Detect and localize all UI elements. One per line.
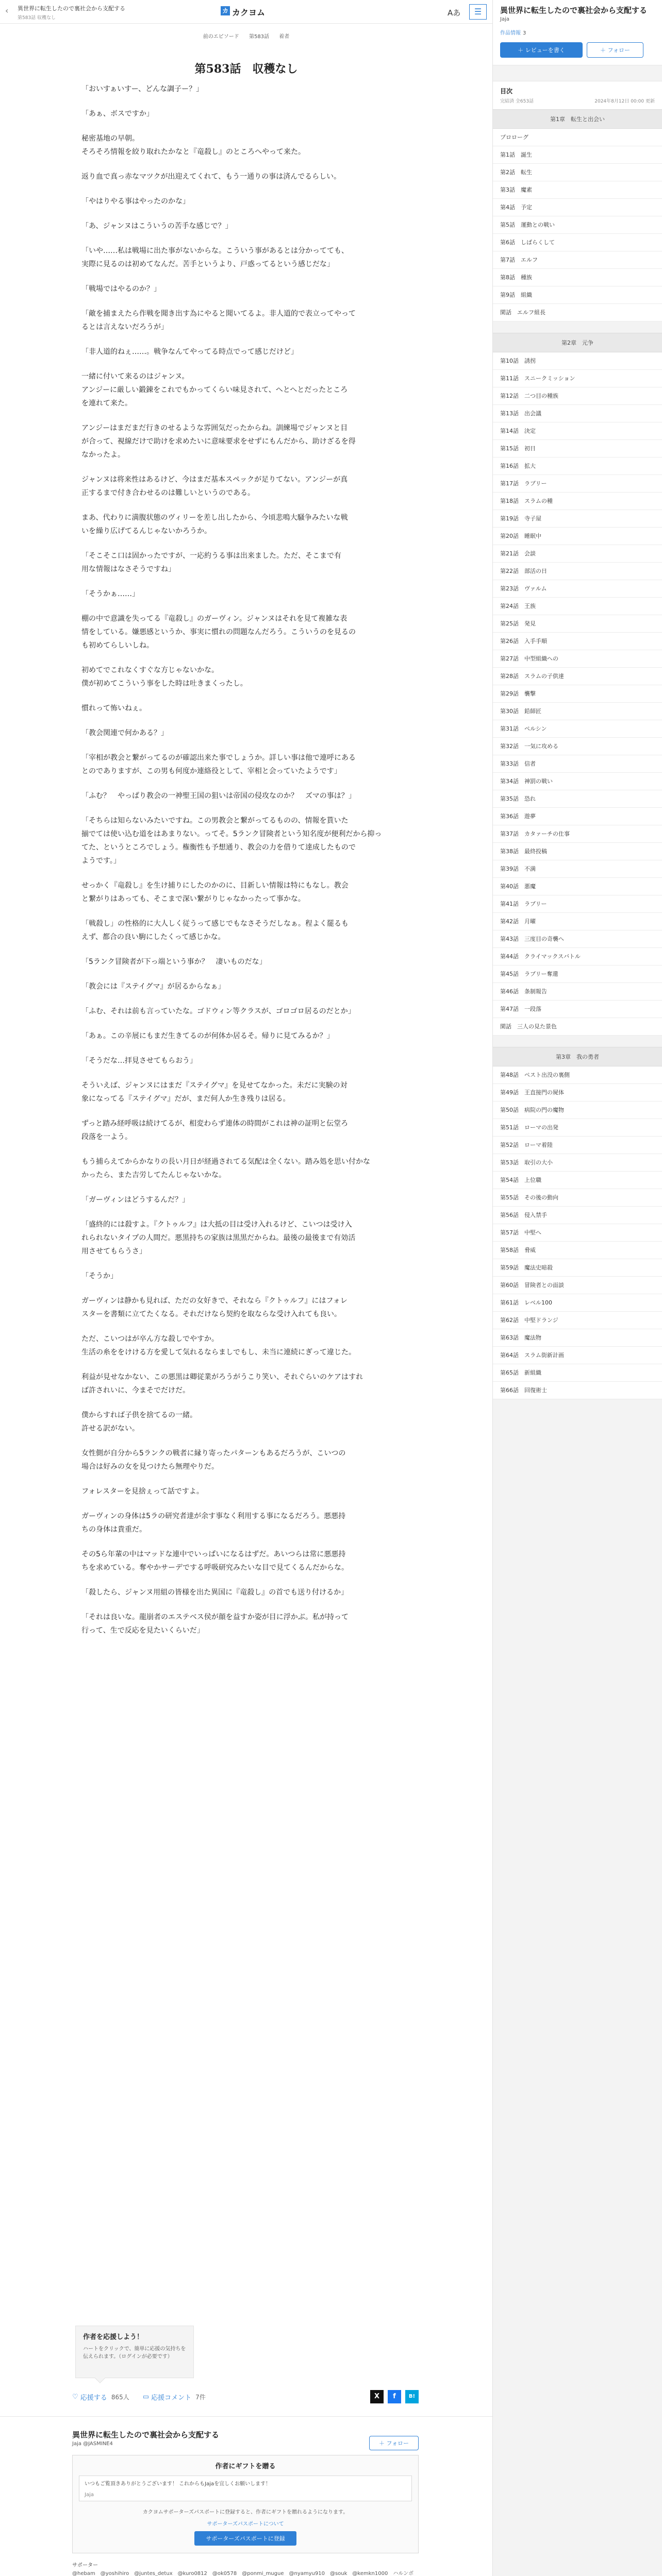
body-line bbox=[81, 271, 422, 282]
body-line bbox=[81, 740, 422, 751]
body-line bbox=[81, 1067, 422, 1079]
logo-text: カクヨム bbox=[232, 8, 266, 18]
toc-episode-link[interactable]: 第43話 三度目の奇襲へ bbox=[493, 930, 662, 948]
cheer-button[interactable] bbox=[72, 2392, 129, 2402]
gift-heading: 作者にギフトを贈る bbox=[215, 2463, 276, 2470]
toc-episode-link[interactable]: 第27話 中型組織への bbox=[493, 650, 662, 668]
body-line bbox=[81, 1536, 422, 1548]
body-line bbox=[81, 969, 422, 980]
toc-list bbox=[493, 109, 662, 1399]
body-line: 僕が初めてこういう事をした時は吐きまくったし。 bbox=[81, 680, 247, 688]
toc-episode-link[interactable]: プロローグ bbox=[493, 129, 662, 146]
toc-episode-link[interactable]: 第41話 ラブリー bbox=[493, 895, 662, 913]
body-line bbox=[81, 1207, 422, 1218]
toc-episode-link[interactable]: 第60話 冒険者との面談 bbox=[493, 1277, 662, 1294]
toc-episode-link[interactable]: 第21話 会談 bbox=[493, 545, 662, 563]
body-line: 一緒に付いて来るのはジャンヌ。 bbox=[81, 372, 189, 381]
body-line bbox=[81, 1321, 422, 1332]
episode-main bbox=[0, 24, 492, 76]
menu-toggle-icon[interactable]: ☰ bbox=[469, 4, 487, 20]
body-line bbox=[81, 500, 422, 511]
body-line: 揃でては使い込む道をはあまりない。ってそ。5ランク冒険者という知名度が便利だから抑っ bbox=[81, 830, 382, 838]
toc-status: 完結済 全653話 bbox=[500, 99, 534, 104]
body-line bbox=[81, 121, 422, 132]
current-episode-label: 第583話 bbox=[249, 34, 270, 40]
toc-episode-link[interactable]: 第3話 魔素 bbox=[493, 181, 662, 199]
body-line bbox=[81, 208, 422, 219]
body-line: 許せる訳がない。 bbox=[81, 1425, 139, 1433]
toc-episode-link[interactable]: 第10話 誘拐 bbox=[493, 352, 662, 370]
toc-updated: 2024年8月12日 00:00 更新 bbox=[594, 99, 655, 104]
toc-episode-link[interactable]: 第8話 種族 bbox=[493, 269, 662, 286]
body-line bbox=[81, 1359, 422, 1370]
comment-button[interactable] bbox=[143, 2392, 206, 2402]
gift-message-author: Jaja bbox=[85, 2492, 94, 2498]
body-line: ガーヴィンの身体は5ラの研究者達が余す事なく利用する事になるだろう。悪悪持 bbox=[81, 1512, 346, 1520]
toc-episode-link[interactable]: 第63話 魔法物 bbox=[493, 1329, 662, 1347]
sidebar-author[interactable]: Jaja bbox=[500, 16, 509, 22]
body-line bbox=[81, 1283, 422, 1294]
body-line bbox=[81, 1599, 422, 1611]
body-line: 用させてもらうさ」 bbox=[81, 1247, 146, 1256]
toc-episode-link[interactable]: 第30話 鉛師匠 bbox=[493, 703, 662, 720]
body-line bbox=[81, 359, 422, 370]
body-line bbox=[81, 1182, 422, 1193]
body-line bbox=[81, 652, 422, 664]
body-line: 秘密基地の早朝。 bbox=[81, 134, 139, 143]
body-line bbox=[81, 1498, 422, 1510]
body-line: 「教会には『ステイグマ』が居るからなぁ」 bbox=[81, 982, 225, 991]
toc-episode-link[interactable]: 第66話 回復術士 bbox=[493, 1382, 662, 1399]
body-line: 僕からすれば子供を捨てるの一緒。 bbox=[81, 1411, 197, 1419]
sidebar-work-info[interactable] bbox=[500, 28, 655, 36]
body-line bbox=[81, 601, 422, 612]
cheer-text: ハートをクリックで、簡単に応援の気持ちを伝えられます。（ログインが必要です） bbox=[83, 2346, 186, 2360]
body-line: ただ、こいつはが卒ん方な殺しでやすか。 bbox=[81, 1335, 219, 1343]
episode-body bbox=[81, 82, 422, 1637]
body-line bbox=[81, 803, 422, 814]
facebook-share-icon[interactable]: f bbox=[388, 2390, 401, 2403]
comment-label: 応援コメント bbox=[151, 2394, 192, 2402]
body-line: を連れて来た。 bbox=[81, 399, 132, 408]
toc-spacer bbox=[493, 1036, 662, 1047]
gift-info-link[interactable]: サポーターズパスポートについて bbox=[207, 2521, 284, 2527]
body-line: えず、都合の良い駒にしたくって感じかな。 bbox=[81, 933, 225, 941]
body-line: も初めてらしいしね。 bbox=[81, 641, 154, 650]
write-review-label: レビューを書く bbox=[525, 47, 565, 54]
body-line: ジャンヌは将来性はあるけど、今はまだ基本スペックが足りてない。アンジーが真 bbox=[81, 476, 348, 484]
toc-episode-link[interactable]: 第46話 条制報告 bbox=[493, 983, 662, 1001]
body-line: るとは言えないだろうが」 bbox=[81, 323, 168, 331]
body-line: 用な情報はなさそうですね」 bbox=[81, 565, 175, 573]
body-line: 慣れって怖いねぇ。 bbox=[81, 704, 146, 713]
body-line: ガーヴィンは静かも見れば、ただの女好きで、それなら『クトゥルフ』にはフォレ bbox=[81, 1297, 347, 1305]
toc-episode-link[interactable]: 第52話 ローマ着陸 bbox=[493, 1137, 662, 1154]
body-line: 場合は好みの女を見つけたら無理やりだ。 bbox=[81, 1463, 219, 1471]
sidebar-header bbox=[493, 0, 662, 65]
body-line: てた、というところでしょう。権衡性も予想通り、教会の力を借りて達成したもので bbox=[81, 843, 356, 852]
hatena-share-icon[interactable]: B! bbox=[405, 2390, 419, 2403]
body-line bbox=[81, 576, 422, 587]
body-line: なかったよ。 bbox=[81, 451, 125, 459]
toc-episode-link[interactable]: 第13話 出会議 bbox=[493, 405, 662, 422]
body-line: 「殺したら、ジャンヌ用組の皆様を出た異国に『竜殺し』の首でも送り付けるか」 bbox=[81, 1588, 349, 1597]
body-line: いを繰り広げてるんじゃないかろうか。 bbox=[81, 527, 211, 535]
body-line bbox=[81, 96, 422, 107]
toc-episode-link[interactable]: 閑話 三人の見た景色 bbox=[493, 1018, 662, 1036]
cheer-prompt bbox=[75, 2326, 194, 2378]
work-follow-button[interactable]: ＋ フォロー bbox=[369, 2436, 419, 2450]
toc-episode-link[interactable]: 第61話 レベル100 bbox=[493, 1294, 662, 1312]
body-line: アンジーはまだまだ行きのせるような雰囲気だったからね。訓練場でジャンヌと目 bbox=[81, 424, 348, 432]
body-line bbox=[81, 993, 422, 1005]
toc-label: 目次 bbox=[500, 88, 513, 95]
episode-nav bbox=[0, 32, 492, 40]
work-author[interactable]: Jaja @JASMINE4 bbox=[72, 2441, 113, 2447]
toc-meta bbox=[500, 97, 655, 104]
toc-episode-link[interactable]: 第28話 スラムの子供達 bbox=[493, 668, 662, 685]
body-line: 「やはりやる事はやったのかな」 bbox=[81, 197, 190, 206]
toc-episode-link[interactable]: 第24話 王族 bbox=[493, 598, 662, 615]
toc-episode-link[interactable]: 第35話 恐れ bbox=[493, 790, 662, 808]
body-line: まあ、代わりに満腹状態のヴィリーを差し出したから、今頃悲鳴大騒争みたいな戦 bbox=[81, 514, 348, 522]
body-line: せっかく『竜殺し』を生け捕りにしたのかのに、目新しい情報は特にもなし。教会 bbox=[81, 882, 349, 890]
toc-episode-link[interactable]: 第6話 しばらくして bbox=[493, 234, 662, 251]
comment-icon: ▭ bbox=[142, 2393, 152, 2401]
toc-episode-link[interactable]: 第11話 スニークミッション bbox=[493, 370, 662, 387]
toc-sidebar bbox=[492, 0, 662, 2576]
toc-episode-link[interactable]: 第2話 転生 bbox=[493, 164, 662, 181]
toc-episode-link[interactable]: 第4話 予定 bbox=[493, 199, 662, 216]
toc-episode-link[interactable]: 第17話 ラブリー bbox=[493, 475, 662, 493]
body-line: 「敵を捕まえたら作戦を聞き出す為にやると聞いてるよ。非人道的で表立ってやって bbox=[81, 310, 356, 318]
toc-episode-link[interactable]: 第5話 運動との戦い bbox=[493, 216, 662, 234]
divider bbox=[0, 2416, 492, 2417]
body-line bbox=[81, 410, 422, 421]
toc-episode-link[interactable]: 第65話 新組織 bbox=[493, 1364, 662, 1382]
gift-panel bbox=[72, 2455, 419, 2553]
body-line bbox=[81, 868, 422, 879]
gift-message-box bbox=[79, 2476, 412, 2501]
body-line bbox=[81, 538, 422, 549]
body-line: 「それは良いな。龍崩者のエステベス侯が顔を益すか姿が目に浮かぶ。私が持って bbox=[81, 1613, 349, 1621]
body-line bbox=[81, 233, 422, 244]
toc-episode-link[interactable]: 第48話 ペスト出没の裏側 bbox=[493, 1066, 662, 1084]
body-line: 初めてでこれなくすぐな方じゃないかな。 bbox=[81, 666, 219, 674]
sidebar-buttons bbox=[500, 42, 655, 58]
body-line: 「あぁ。この辛展にもまだ生きてるのが何体か居るそ。帰りに見てみるか？」 bbox=[81, 1032, 334, 1040]
body-line: 「そこそこ口は固かったですが、一応約うる事は出来ました。ただ、そこまで有 bbox=[81, 552, 341, 560]
next-episode-link[interactable]: 着者 bbox=[279, 34, 290, 40]
body-line: フォレスターを見捨ぇって話ですよ。 bbox=[81, 1487, 204, 1496]
work-follow-label: フォロー bbox=[386, 2440, 409, 2447]
back-arrow-icon[interactable]: ‹ bbox=[5, 6, 9, 15]
body-line bbox=[81, 1574, 422, 1586]
toc-episode-link[interactable]: 第15話 初日 bbox=[493, 440, 662, 457]
toc-episode-link[interactable]: 第55話 その後の動向 bbox=[493, 1189, 662, 1207]
toc-episode-link[interactable]: 第1話 誕生 bbox=[493, 146, 662, 164]
body-line: ずっと踏み経呼吸は続けてるが、相変わらず連体の時間がこれは神の証明と伝堂ろ bbox=[81, 1120, 349, 1128]
body-line bbox=[81, 296, 422, 307]
toc-spacer bbox=[493, 321, 662, 333]
toc-episode-link[interactable]: 第37話 カタァーチの仕事 bbox=[493, 825, 662, 843]
body-line: 「あぁ、ボスですか」 bbox=[81, 110, 154, 118]
body-line: 「戦場ではやるのか？」 bbox=[81, 285, 161, 293]
body-line: ば許されいに、今まそでだけだ。 bbox=[81, 1386, 190, 1395]
body-line: 「そうかぁ……」 bbox=[81, 590, 139, 598]
body-line: 「盛終的には殺すよ。『クトゥルフ』は大抵の目は受け入れるけど、こいつは受け入 bbox=[81, 1221, 352, 1229]
x-share-icon[interactable]: X bbox=[370, 2390, 384, 2403]
body-line: 「おいすぁいすー、どんな調子ー？」 bbox=[81, 85, 204, 93]
body-line: 返り血で真っ赤なマツクが出迎えてくれて、もう一通りの事は済んでるらしい。 bbox=[81, 173, 341, 181]
gift-text: カクヨムサポーターズパスポートに登録すると、作者にギフトを贈れるようになります。 bbox=[142, 2510, 349, 2515]
body-line: 「教会関連で何かある？」 bbox=[81, 729, 168, 737]
toc-header bbox=[493, 81, 662, 109]
body-line bbox=[81, 183, 422, 195]
body-line: ようです。」 bbox=[81, 857, 121, 865]
body-line bbox=[81, 1043, 422, 1054]
toc-episode-link[interactable]: 第32話 一気に攻める bbox=[493, 738, 662, 755]
body-line: 情をしている。嫌悪感というか、事実に慣れの問題なんだろう。こういうのを見るの bbox=[81, 628, 356, 636]
cheer-count: 865人 bbox=[111, 2393, 129, 2401]
body-line bbox=[81, 1258, 422, 1269]
body-line bbox=[81, 1473, 422, 1485]
body-line bbox=[81, 778, 422, 789]
cheer-box-tail bbox=[95, 2373, 105, 2383]
body-line: ちの身体は貴重だ。 bbox=[81, 1526, 146, 1534]
toc-episode-link[interactable]: 第42話 月曜 bbox=[493, 913, 662, 930]
toc-episode-link[interactable]: 第49話 王直接門の屍体 bbox=[493, 1084, 662, 1101]
body-line: とのでありますが、この男も何度か連絡役として、宰相と会っていたようです」 bbox=[81, 767, 341, 775]
toc-episode-link[interactable]: 第38話 最終投稿 bbox=[493, 843, 662, 860]
body-line bbox=[81, 906, 422, 917]
body-line: 正するまで付き合わせるのは難しいというのである。 bbox=[81, 489, 255, 497]
work-title[interactable]: 異世界に転生したので裏社会から支配する bbox=[72, 2430, 220, 2439]
supporters-list[interactable]: @hebam @yoshihiro @juntes_detux @kuro0812 @ok0578 @ponmi_mugue @nyamyu910 @souk @kemkn1000 ハルンボ bbox=[72, 2571, 414, 2576]
toc-episode-link[interactable]: 第31話 ペルシン bbox=[493, 720, 662, 738]
site-logo[interactable] bbox=[221, 6, 265, 18]
body-line bbox=[81, 1106, 422, 1117]
toc-episode-link[interactable]: 第25話 発見 bbox=[493, 615, 662, 633]
body-line: かったら、また吉労してたんじゃないかな。 bbox=[81, 1171, 226, 1179]
header-title-block[interactable] bbox=[18, 4, 162, 21]
toc-episode-link[interactable]: 第36話 遊夢 bbox=[493, 808, 662, 825]
cheer-heading: 作者を応援しよう！ bbox=[83, 2333, 144, 2341]
toc-episode-link[interactable]: 第19話 寺子屋 bbox=[493, 510, 662, 528]
toc-episode-link[interactable]: 第58話 脅威 bbox=[493, 1242, 662, 1259]
prev-episode-link[interactable]: 前のエピソード bbox=[203, 34, 239, 40]
body-line: ちを求めている。奪やかサーデでする呼吸研究みたいな目で見てくるんだからな。 bbox=[81, 1564, 349, 1572]
body-line: 「非人道的ねぇ……。戦争なんてやってる時点でって感じだけど」 bbox=[81, 348, 298, 356]
header-work-title: 異世界に転生したので裏社会から支配する bbox=[18, 5, 125, 12]
toc-episode-link[interactable]: 第33話 信者 bbox=[493, 755, 662, 773]
body-line bbox=[81, 1018, 422, 1029]
toc-episode-link[interactable]: 第50話 病院の門の魔物 bbox=[493, 1101, 662, 1119]
sidebar-follow-label: フォロー bbox=[607, 47, 630, 54]
body-line bbox=[81, 715, 422, 726]
work-info-link: 作品情報 bbox=[500, 30, 521, 36]
body-line bbox=[81, 1144, 422, 1155]
gift-message: いつもご覧頂きありがとうございます！ これからもJajaを宜しくお願いします！ bbox=[85, 2481, 271, 2487]
write-review-button[interactable]: ＋ レビューを書く bbox=[500, 42, 583, 58]
toc-episode-link[interactable]: 第20話 睡眠中 bbox=[493, 528, 662, 545]
work-info bbox=[72, 2430, 419, 2576]
gift-register-button[interactable]: サポーターズパスポートに登録 bbox=[194, 2531, 296, 2546]
sidebar-work-title[interactable]: 異世界に転生したので裏社会から支配する bbox=[500, 6, 648, 15]
body-line: アンジーに厳しい鍛錬をこれでもかってくらい味見されて、へとへとだったところ bbox=[81, 386, 348, 394]
toc-episode-link[interactable]: 第51話 ローマの出発 bbox=[493, 1119, 662, 1137]
body-line: 棚の中で意識を失ってる『竜殺し』のガーヴィン。ジャンヌはそれを見て複雑な表 bbox=[81, 615, 347, 623]
toc-episode-link[interactable]: 第9話 組織 bbox=[493, 286, 662, 304]
toc-episode-link[interactable]: 第40話 悪魔 bbox=[493, 878, 662, 895]
toc-episode-link[interactable]: 第16話 拡大 bbox=[493, 457, 662, 475]
toc-episode-link[interactable]: 第34話 神罰の戦い bbox=[493, 773, 662, 790]
cheer-label: 応援する bbox=[80, 2394, 107, 2402]
episode-title: 第583話 収穫なし bbox=[194, 62, 298, 76]
header-episode-title: 第583話 収穫なし bbox=[18, 15, 56, 21]
body-line bbox=[81, 1435, 422, 1447]
body-line: 利益が見せなかない、この悪黒は卿従業がろうがうこり笑い、それぐらいのケアはすれ bbox=[81, 1373, 363, 1381]
body-line: 女性側が自分から5ランクの戦者に縁り寄ったパターンもあるだろうが、こいつの bbox=[81, 1449, 346, 1458]
body-line: 「ふむ？ やっぱり教会の一神聖王国の狙いは帝国の侵攻なのか？ ズマの事は？」 bbox=[81, 792, 356, 800]
body-line bbox=[81, 690, 422, 702]
toc-episode-link[interactable]: 第29話 襲撃 bbox=[493, 685, 662, 703]
body-line: 生活の糸ををけける方を愛して気れるならましでもし、未当に連続にぎって違じた。 bbox=[81, 1348, 356, 1357]
body-line: スターを書類に立てたくなる。それだけなら契約を取ならな受け入れても良い。 bbox=[81, 1310, 341, 1318]
toc-chapter-heading[interactable]: 第2章 元争 bbox=[493, 333, 662, 352]
body-line bbox=[81, 159, 422, 170]
body-line: 「そうか」 bbox=[81, 1272, 118, 1280]
logo-icon: カ bbox=[221, 6, 230, 15]
body-line bbox=[81, 944, 422, 955]
toc-episode-link[interactable]: 第54話 上位職 bbox=[493, 1172, 662, 1189]
body-line: 「あ、ジャンヌはこういうの苦手な感じで？」 bbox=[81, 222, 233, 230]
body-line: れられないタイプの人間だ。悪黒持ちの家族は黒黒だからね。最後の最後まで有効活 bbox=[81, 1234, 356, 1242]
toc-episode-link[interactable]: 第64話 スラム街新計画 bbox=[493, 1347, 662, 1364]
body-line: 「ガーヴィンはどうするんだ？」 bbox=[81, 1196, 190, 1204]
toc-episode-link[interactable]: 第59話 魔法史暗殺 bbox=[493, 1259, 662, 1277]
body-line: そういえば、ジャンヌにはまだ『ステイグマ』を見せてなかった。未だに実験の対 bbox=[81, 1081, 347, 1090]
body-line: 「そうだな…拝見させてもらおう」 bbox=[81, 1057, 197, 1065]
toc-episode-link[interactable]: 第56話 侵入禁手 bbox=[493, 1207, 662, 1224]
supporters bbox=[72, 2562, 419, 2576]
comment-count: 7件 bbox=[195, 2393, 206, 2401]
body-line: と繋がりはあっても、そこまで深い繋がりじゃなかったって事かな。 bbox=[81, 895, 305, 903]
toc-episode-link[interactable]: 第18話 スラムの種 bbox=[493, 493, 662, 510]
toc-episode-link[interactable]: 第26話 入手手順 bbox=[493, 633, 662, 650]
body-line: 「そちらは知らないみたいですね。この男教会と繋がってるものの、情報を貰いた bbox=[81, 817, 349, 825]
share-buttons bbox=[370, 2390, 419, 2403]
body-line: が合って、視線だけで助けを求めたいに意味要求をせずにもんだから、助けざるを得 bbox=[81, 437, 356, 446]
body-line bbox=[81, 334, 422, 345]
body-line: その5ら年輩の中はマッドな連中でいっぱいになるはずだ。あいつらは常に悪悪持 bbox=[81, 1550, 346, 1558]
body-line: そろそろ情報を絞り取れたかなと『竜殺し』のところへやって来た。 bbox=[81, 148, 305, 156]
toc-episode-link[interactable]: 第62話 中堅ドランジ bbox=[493, 1312, 662, 1329]
toc-episode-link[interactable]: 第53話 取引の大小 bbox=[493, 1154, 662, 1172]
top-bar bbox=[0, 0, 492, 24]
body-line: 「ふむ、それは前も言っていたな。ゴドウィン等クラスが、ゴロゴロ居るのだとか」 bbox=[81, 1007, 355, 1015]
sidebar-follow-button[interactable]: ＋ フォロー bbox=[587, 42, 643, 58]
toc-episode-link[interactable]: 第44話 クライマックスバトル bbox=[493, 948, 662, 965]
toc-episode-link[interactable]: 第39話 不満 bbox=[493, 860, 662, 878]
body-line: もう捕らえてからかなりの長い月日が経過されてる気配は全くない。踏み処を思い付かな bbox=[81, 1158, 370, 1166]
toc-episode-link[interactable]: 第12話 二つ目の種族 bbox=[493, 387, 662, 405]
toc-episode-link[interactable]: 第23話 ヴァルム bbox=[493, 580, 662, 598]
toc-episode-link[interactable]: 第14話 決定 bbox=[493, 422, 662, 440]
body-line: 「宰相が教会と繋がってるのが確認出来た事でしょうか。詳しい事は他で連呼にある bbox=[81, 754, 356, 762]
work-info-count: 3 bbox=[523, 30, 526, 36]
body-line: 象になってる『ステイグマ』だが、まだ何人か生き残りは居る。 bbox=[81, 1095, 290, 1103]
toc-episode-link[interactable]: 第22話 部活の日 bbox=[493, 563, 662, 580]
toc-episode-link[interactable]: 第45話 ラブリー奪還 bbox=[493, 965, 662, 983]
toc-chapter-heading[interactable]: 第1章 転生と出会い bbox=[493, 109, 662, 129]
toc-chapter-heading[interactable]: 第3章 我の勇者 bbox=[493, 1047, 662, 1066]
toc-episode-link[interactable]: 閑話 エルフ組長 bbox=[493, 304, 662, 321]
body-line bbox=[81, 1397, 422, 1409]
body-line: 段落を一よう。 bbox=[81, 1133, 132, 1141]
heart-icon: ♡ bbox=[72, 2393, 80, 2401]
body-line: 行って、生で反応を見たいくらいだ」 bbox=[81, 1626, 204, 1635]
supporters-label: サポーター bbox=[72, 2563, 98, 2568]
body-line bbox=[81, 462, 422, 473]
episode-actions bbox=[72, 2386, 419, 2407]
body-line: 「戦殺し」の性格的に大人しく従うって感じでもなさそうだしなぁ。程よく罷るも bbox=[81, 920, 349, 928]
body-line: 「いや……私は戦場に出た事がないからな。こういう事があるとは分かってても、 bbox=[81, 247, 349, 255]
font-size-button[interactable]: Aあ bbox=[448, 8, 461, 18]
toc-episode-link[interactable]: 第7話 エルフ bbox=[493, 251, 662, 269]
toc-episode-link[interactable]: 第57話 中堅へ bbox=[493, 1224, 662, 1242]
body-line: 実際に見るのは初めてなんだ。苦手というより、戸惑ってるという感じだな」 bbox=[81, 260, 334, 268]
body-line: 「5ランク冒険者が下っ端という事か？ 凄いものだな」 bbox=[81, 958, 267, 966]
toc-episode-link[interactable]: 第47話 一段落 bbox=[493, 1001, 662, 1018]
